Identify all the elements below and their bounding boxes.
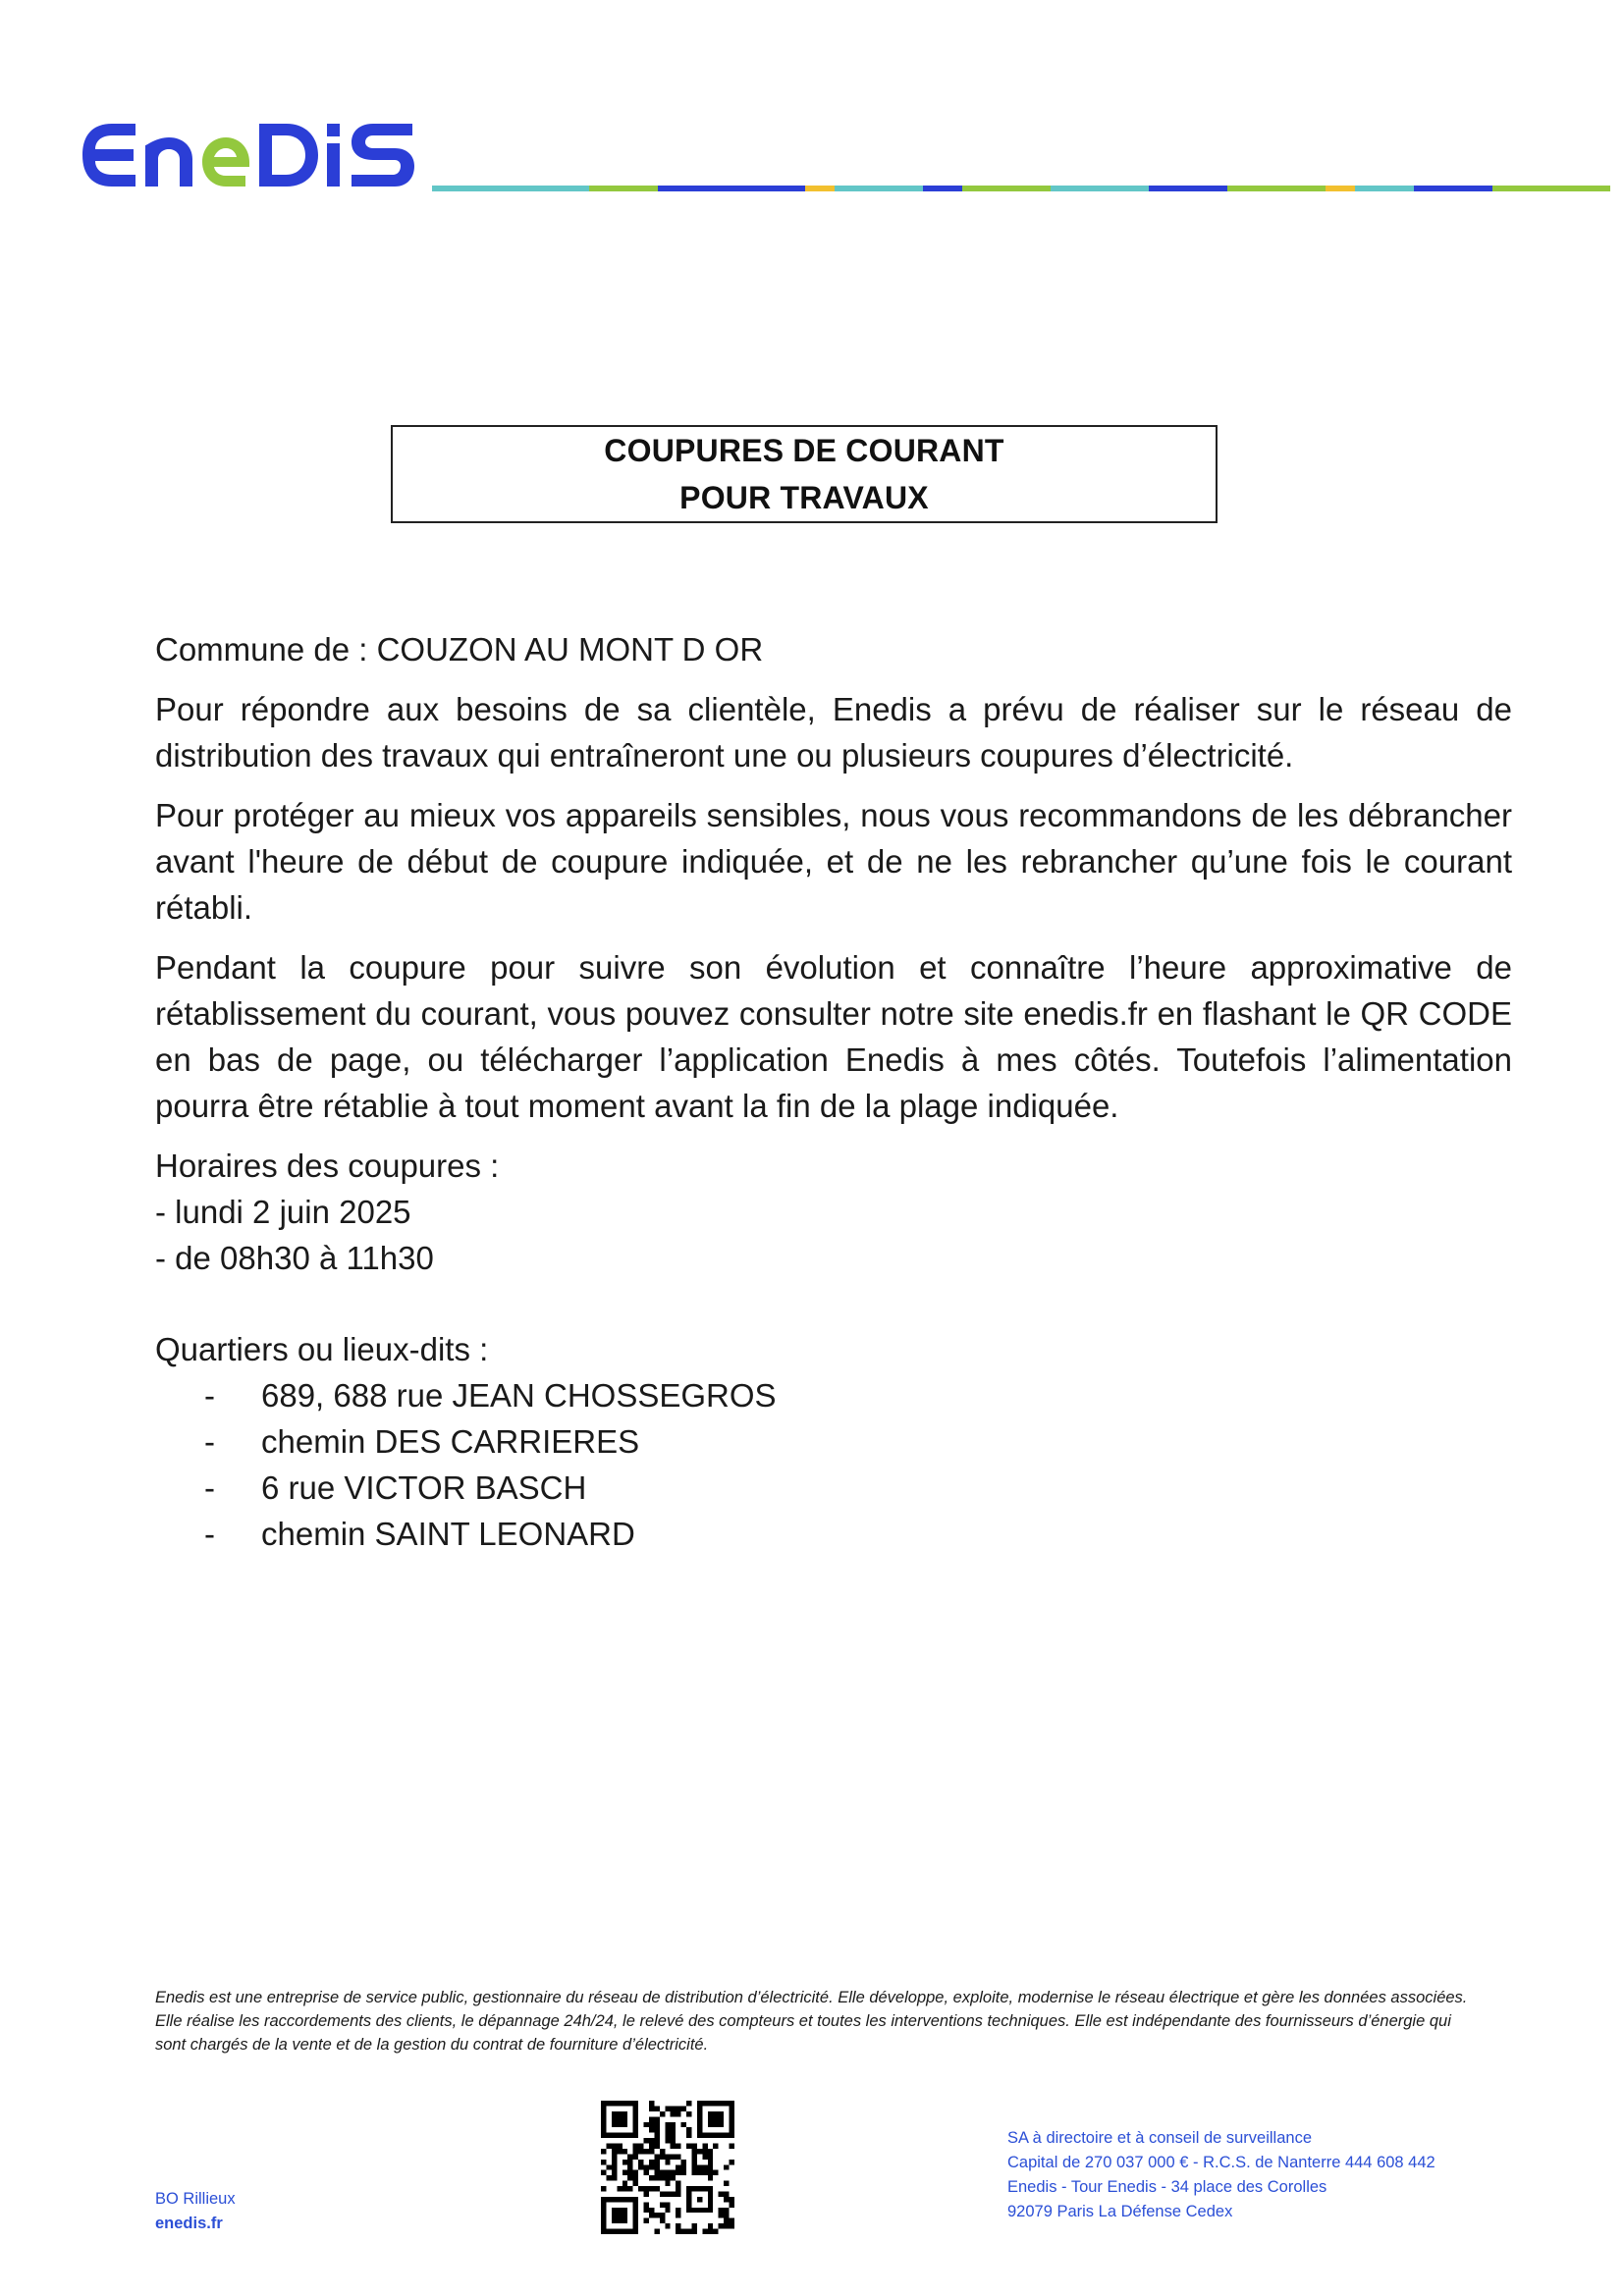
title-line-2: POUR TRAVAUX	[679, 480, 929, 515]
list-item	[155, 1372, 1512, 1418]
area-label: 689, 688 rue JEAN CHOSSEGROS	[261, 1377, 777, 1414]
company-line: 92079 Paris La Défense Cedex	[1007, 2203, 1233, 2220]
header-decorative-rule	[432, 186, 1610, 191]
areas-heading: Quartiers ou lieux-dits :	[155, 1331, 489, 1367]
qr-code[interactable]	[601, 2101, 734, 2234]
list-item	[155, 1418, 1512, 1465]
area-label: chemin DES CARRIERES	[261, 1423, 640, 1460]
website-link[interactable]: enedis.fr	[155, 2215, 223, 2232]
list-item	[155, 1465, 1512, 1511]
enedis-logo	[79, 116, 422, 194]
notice-body	[155, 626, 1512, 1557]
company-info	[1007, 2126, 1435, 2224]
title-line-1: COUPURES DE COURANT	[604, 433, 1004, 468]
area-label: chemin SAINT LEONARD	[261, 1516, 635, 1552]
area-label: 6 rue VICTOR BASCH	[261, 1469, 587, 1506]
legal-notice: Enedis est une entreprise de service public, gestionnaire du réseau de distribution d’électricité. Elle développe, exploite, modernise le réseau électrique et gère les données associées. Elle réalise les raccordements des clients, le dépannage 24h/24, le relevé des compteurs et toutes les interventions techniques. Elle est indépendante des fournisseurs d’énergie qui sont chargés de la vente et de la gestion du contrat de fourniture d’électricité.	[155, 1989, 1468, 2054]
office-name: BO Rillieux	[155, 2190, 236, 2208]
spacer	[155, 1281, 1512, 1326]
company-line: SA à directoire et à conseil de surveillance	[1007, 2129, 1313, 2147]
title-box	[391, 425, 1218, 523]
company-line: Enedis - Tour Enedis - 34 place des Corolles	[1007, 2178, 1327, 2196]
list-item	[155, 1511, 1512, 1557]
company-line: Capital de 270 037 000 € - R.C.S. de Nanterre 444 608 442	[1007, 2154, 1435, 2171]
paragraph-appliances: Pour protéger au mieux vos appareils sensibles, nous vous recommandons de les débrancher avant l'heure de début de coupure indiquée, et de ne les rebrancher qu’une fois le courant rétabli.	[155, 797, 1512, 926]
schedule-date: - lundi 2 juin 2025	[155, 1194, 411, 1230]
dash-bullet: -	[204, 1516, 215, 1552]
schedule-heading: Horaires des coupures :	[155, 1148, 500, 1184]
areas-list	[155, 1372, 1512, 1557]
paragraph-tracking: Pendant la coupure pour suivre son évolution et connaître l’heure approximative de rétablissement du courant, vous pouvez consulter notre site enedis.fr en flashant le QR CODE en bas de page, ou télécharger l’application Enedis à mes côtés. Toutefois l’alimentation pourra être rétablie à tout moment avant la fin de la plage indiquée.	[155, 949, 1512, 1124]
dash-bullet: -	[204, 1377, 215, 1414]
enedis-logo-image	[79, 116, 422, 194]
dash-bullet: -	[204, 1469, 215, 1506]
paragraph-intro: Pour répondre aux besoins de sa clientèle, Enedis a prévu de réaliser sur le réseau de distribution des travaux qui entraîneront une ou plusieurs coupures d’électricité.	[155, 691, 1512, 774]
dash-bullet: -	[204, 1423, 215, 1460]
schedule-time: - de 08h30 à 11h30	[155, 1240, 434, 1276]
qr-code-icon	[601, 2101, 734, 2234]
commune-line: Commune de : COUZON AU MONT D OR	[155, 631, 764, 667]
footer-left	[155, 2187, 236, 2236]
